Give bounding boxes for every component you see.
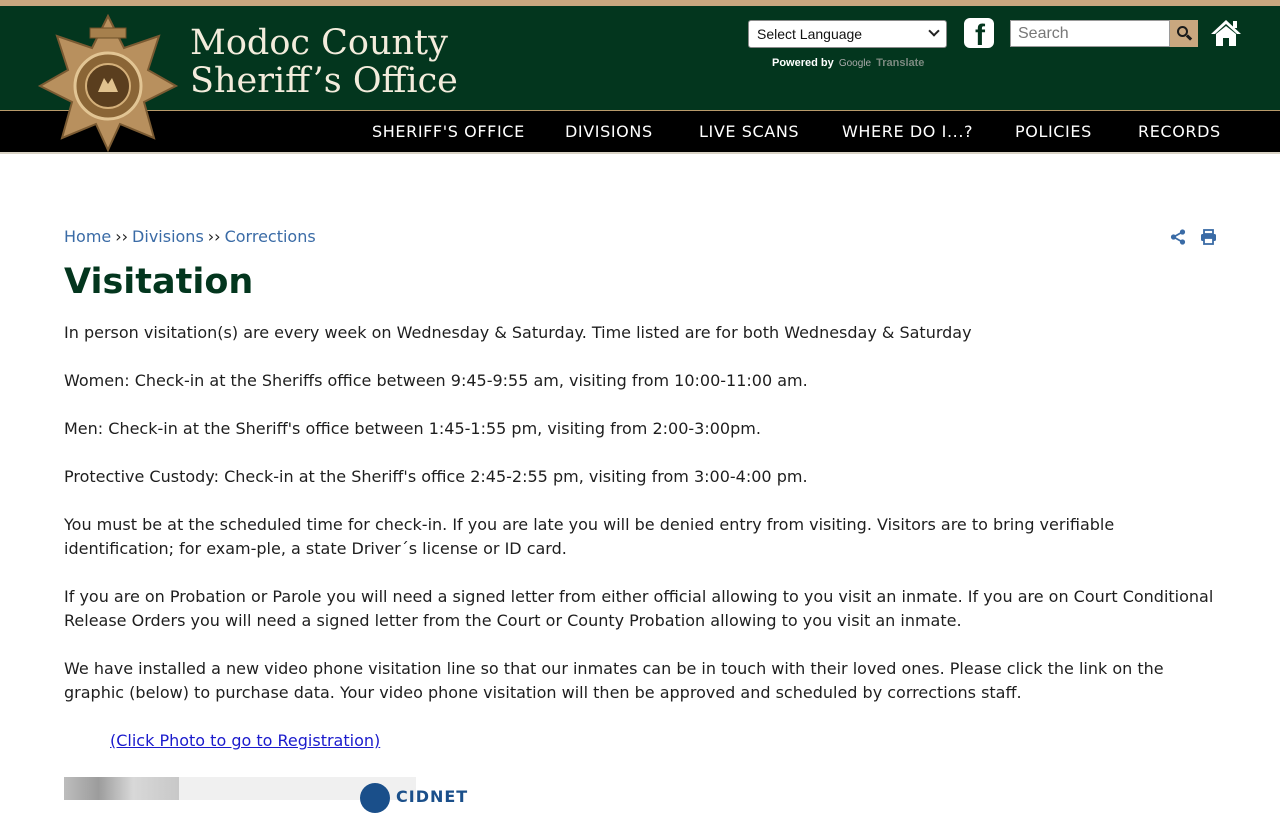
google-logo: Google — [838, 58, 872, 69]
nav-item-records[interactable]: RECORDS — [1138, 122, 1221, 141]
photo-brand-text: CIDNET — [396, 787, 469, 806]
home-icon[interactable] — [1210, 18, 1242, 48]
breadcrumb-separator: ›› — [115, 227, 129, 246]
site-title[interactable] — [190, 24, 458, 100]
cidnet-logo-icon — [360, 783, 390, 813]
share-icon[interactable] — [1170, 229, 1186, 245]
visitation-schedule-intro: In person visitation(s) are every week on Wednesday & Saturday. Time listed are for both Wednesday & Saturday — [64, 323, 972, 342]
sheriff-badge-logo[interactable] — [38, 14, 178, 152]
nav-item-live-scans[interactable]: LIVE SCANS — [699, 122, 800, 141]
site-title-line1: Modoc County — [190, 23, 448, 63]
video-visitation-info: We have installed a new video phone visitation line so that our inmates can be in touch with their loved ones. Please click the link on the graphic (below) to purchase data. Your video phone visitation will then be approved and scheduled by corrections staff. — [64, 659, 1164, 702]
language-select[interactable] — [748, 20, 947, 48]
page-title: Visitation — [64, 262, 254, 302]
print-icon[interactable] — [1200, 229, 1217, 245]
nav-item-sheriffs-office[interactable]: SHERIFF'S OFFICE — [372, 122, 525, 141]
chevron-down-icon — [928, 25, 939, 36]
breadcrumb-home[interactable]: Home — [64, 227, 112, 246]
search-input[interactable] — [1010, 20, 1170, 47]
breadcrumb-separator: ›› — [207, 227, 221, 246]
nav-item-policies[interactable]: POLICIES — [1015, 122, 1092, 141]
probation-parole-requirements: If you are on Probation or Parole you will need a signed letter from either official allowing to you visit an inmate. If you are on Court Conditional Release Orders you will need a signed letter from the Court or County Probation allowing to you visit an inmate. — [64, 587, 1214, 630]
facebook-icon[interactable]: f — [964, 18, 994, 48]
powered-by-label: Powered by — [772, 57, 834, 69]
check-in-requirements: You must be at the scheduled time for check-in. If you are late you will be denied entry from visiting. Visitors are to bring verifiable identification; for exam-ple, a state Driver´s license or ID card. — [64, 515, 1115, 558]
language-select-value: Select Language — [757, 26, 863, 42]
nav-item-where-do-i[interactable]: WHERE DO I...? — [842, 122, 974, 141]
protective-custody-times: Protective Custody: Check-in at the Sheriff's office 2:45-2:55 pm, visiting from 3:00-4:00 pm. — [64, 467, 808, 486]
breadcrumb-corrections[interactable]: Corrections — [224, 227, 316, 246]
nav-bottom-rule — [0, 152, 1280, 154]
breadcrumb — [64, 227, 316, 246]
video-visitation-photo[interactable] — [64, 777, 469, 806]
nav-item-divisions[interactable]: DIVISIONS — [565, 122, 653, 141]
site-title-line2: Sheriff’s Office — [190, 61, 458, 101]
search-button[interactable] — [1170, 20, 1198, 47]
registration-link[interactable]: (Click Photo to go to Registration) — [110, 731, 381, 750]
women-visitation-times: Women: Check-in at the Sheriffs office between 9:45-9:55 am, visiting from 10:00-11:00 am. — [64, 371, 808, 390]
page-content — [64, 321, 1224, 729]
google-translate-credit — [772, 57, 924, 69]
men-visitation-times: Men: Check-in at the Sheriff's office between 1:45-1:55 pm, visiting from 2:00-3:00pm. — [64, 419, 761, 438]
breadcrumb-divisions[interactable]: Divisions — [132, 227, 204, 246]
translate-link[interactable]: Translate — [876, 57, 925, 69]
